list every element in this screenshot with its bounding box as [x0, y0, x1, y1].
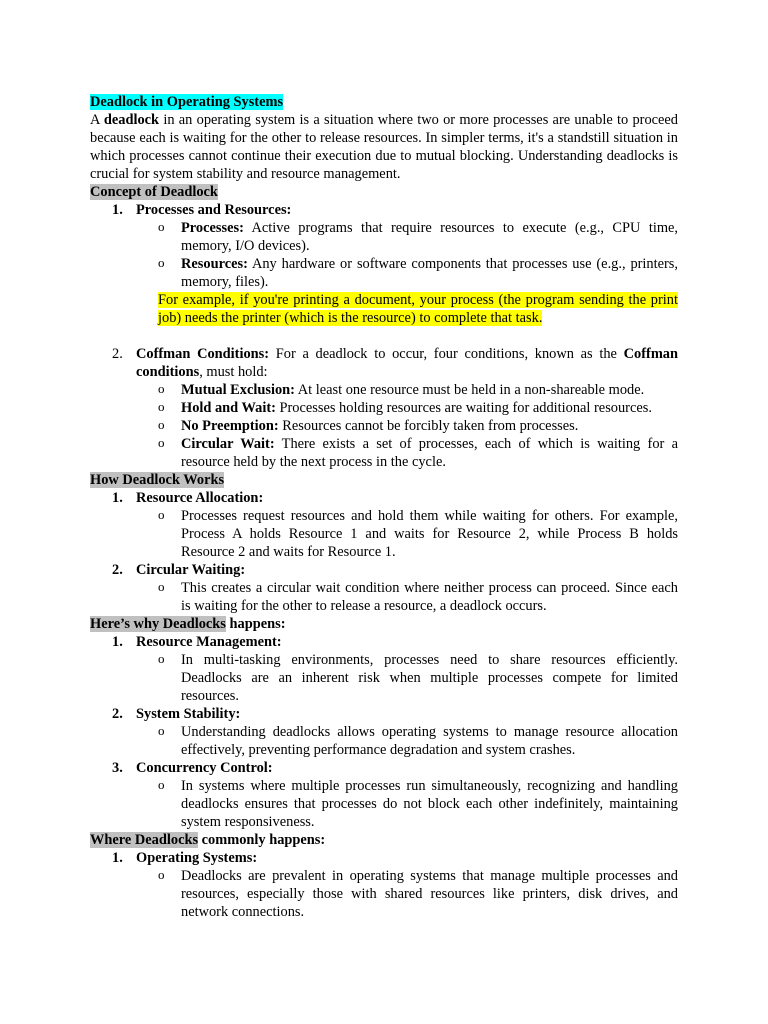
bullet-icon: o — [158, 723, 165, 738]
bullet-item: o In systems where multiple processes run simultaneously, recognizing and handling deadlocks ensures that processes do not block each other indefinitely, maintaining system responsiveness. — [158, 777, 678, 830]
section-heading-where: Where Deadlocks commonly happens: — [90, 832, 326, 848]
bullet-icon: o — [158, 651, 165, 666]
list-item: 1. Resource Allocation: — [112, 490, 264, 506]
bullet-item: o Processes: Active programs that require resources to execute (e.g., CPU time, memory, I/O devices). — [158, 219, 678, 254]
bullet-item: o Processes request resources and hold them while waiting for others. For example, Process A holds Resource 1 and waits for Resource 2, while Process B holds Resource 2 and waits for Resource 1. — [158, 507, 678, 560]
doc-title: Deadlock in Operating Systems — [90, 94, 284, 110]
list-item: 1. Processes and Resources: — [112, 202, 292, 218]
list-item: 1. Operating Systems: — [112, 850, 258, 866]
list-item: 2. System Stability: — [112, 706, 241, 722]
list-item: 2. Circular Waiting: — [112, 562, 246, 578]
bullet-icon: o — [158, 507, 165, 522]
bullet-item: o In multi-tasking environments, processes need to share resources efficiently. Deadlocks are an inherent risk when multiple processes compete for limited resources. — [158, 651, 678, 704]
list-item: 1. Resource Management: — [112, 634, 282, 650]
bullet-item: o Deadlocks are prevalent in operating systems that manage multiple processes and resources, especially those with shared resources like printers, disk drives, and network connections. — [158, 867, 678, 920]
section-heading-how: How Deadlock Works — [90, 472, 225, 488]
bullet-icon: o — [158, 399, 165, 414]
bullet-icon: o — [158, 417, 165, 432]
bullet-item: o No Preemption: Resources cannot be forcibly taken from processes. — [158, 417, 579, 434]
bullet-item: o Circular Wait: There exists a set of processes, each of which is waiting for a resource held by the next process in the cycle. — [158, 435, 678, 470]
bullet-icon: o — [158, 435, 165, 450]
document-body — [90, 93, 678, 921]
bullet-item: o This creates a circular wait condition where neither process can proceed. Since each is waiting for the other to release a resource, a deadlock occurs. — [158, 579, 678, 614]
bullet-item: o Understanding deadlocks allows operating systems to manage resource allocation effectively, preventing performance degradation and system crashes. — [158, 723, 678, 758]
example-paragraph: For example, if you're printing a document, your process (the program sending the print job) needs the printer (which is the resource) to complete that task. — [158, 292, 678, 326]
intro-paragraph: A deadlock in an operating system is a situation where two or more processes are unable to proceed because each is waiting for the other to release resources. In simpler terms, it's a standstill situation in which processes cannot continue their execution due to mutual blocking. Understanding deadlocks is crucial for system stability and resource management. — [90, 112, 679, 182]
bullet-icon: o — [158, 381, 165, 396]
bullet-icon: o — [158, 579, 165, 594]
bullet-icon: o — [158, 255, 165, 270]
list-item: 3. Concurrency Control: — [112, 760, 273, 776]
bullet-item: o Resources: Any hardware or software components that processes use (e.g., printers, memory, files). — [158, 255, 678, 290]
bullet-icon: o — [158, 777, 165, 792]
bullet-icon: o — [158, 867, 165, 882]
list-item: 2. Coffman Conditions: For a deadlock to occur, four conditions, known as the Coffman conditions, must hold: — [112, 346, 678, 380]
section-heading-concept: Concept of Deadlock — [90, 184, 218, 200]
section-heading-why: Here’s why Deadlocks happens: — [90, 616, 286, 632]
bullet-item: o Mutual Exclusion: At least one resource must be held in a non-shareable mode. — [158, 381, 645, 398]
bullet-icon: o — [158, 219, 165, 234]
bullet-item: o Hold and Wait: Processes holding resources are waiting for additional resources. — [158, 399, 652, 416]
